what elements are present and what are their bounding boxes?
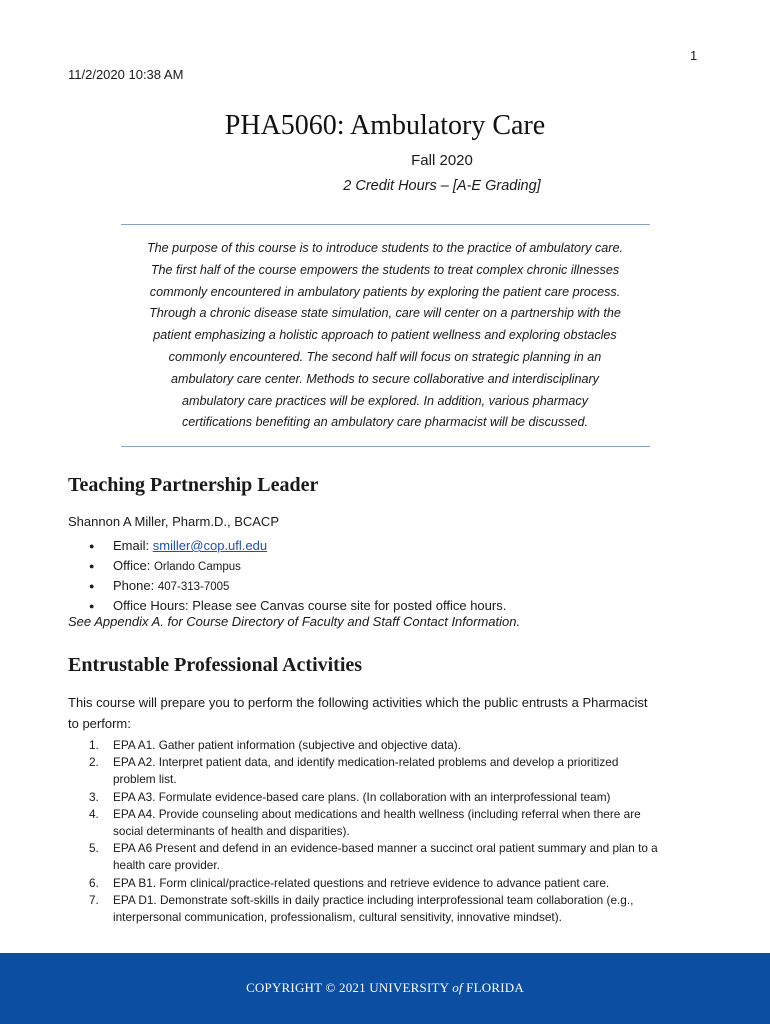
epa-item bbox=[68, 806, 708, 840]
course-title: PHA5060: Ambulatory Care bbox=[224, 110, 546, 141]
contact-phone bbox=[68, 576, 506, 596]
purpose-line: The first half of the course empowers the students to treat complex chronic illnesses bbox=[150, 262, 620, 277]
phone-label: Phone: bbox=[113, 578, 158, 593]
epa-item bbox=[68, 875, 708, 892]
purpose-line: commonly encountered in ambulatory patients by exploring the patient care process. bbox=[149, 284, 621, 299]
epa-intro-line-1: This course will prepare you to perform the following activities which the public entrusts a Pharmacist bbox=[68, 695, 648, 710]
purpose-bottom-rule bbox=[121, 446, 650, 447]
epa-intro bbox=[68, 692, 708, 734]
epa-list bbox=[68, 737, 708, 926]
epa-item-number: 5. bbox=[89, 841, 99, 856]
epa-intro-line-2: to perform: bbox=[68, 716, 131, 731]
epa-item-number: 3. bbox=[89, 789, 99, 804]
epa-item-text: EPA B1. Form clinical/practice-related questions and retrieve evidence to advance patient care. bbox=[113, 875, 610, 890]
epa-item-text: EPA A4. Provide counseling about medications and health wellness (including referral when there are bbox=[113, 806, 641, 821]
leader-contact-list bbox=[68, 536, 506, 616]
epa-item-text: interpersonal communication, professionalism, cultural sensitivity, innovative mindset). bbox=[113, 910, 562, 925]
purpose-line: patient emphasizing a holistic approach to patient wellness and exploring obstacles bbox=[153, 328, 617, 343]
leader-name: Shannon A Miller, Pharm.D., BCACP bbox=[68, 514, 279, 529]
copyright-notice bbox=[0, 980, 770, 996]
appendix-note: See Appendix A. for Course Directory of Faculty and Staff Contact Information. bbox=[68, 614, 521, 629]
epa-item-number: 1. bbox=[89, 738, 99, 752]
course-purpose bbox=[110, 238, 660, 434]
epa-item-text: EPA A2. Interpret patient data, and identify medication-related problems and develop a prioritized bbox=[113, 755, 619, 770]
office-value: Orlando Campus bbox=[153, 561, 241, 573]
epa-item-text: problem list. bbox=[113, 772, 177, 787]
print-timestamp: 11/2/2020 10:38 AM bbox=[68, 67, 184, 82]
epa-item-number: 6. bbox=[89, 875, 99, 890]
epa-item bbox=[68, 737, 708, 754]
epa-item bbox=[68, 892, 708, 926]
leader-heading: Teaching Partnership Leader bbox=[68, 474, 319, 496]
epa-item-text: EPA D1. Demonstrate soft-skills in daily practice including interprofessional team collaboration (e.g., bbox=[113, 892, 634, 907]
office-hours-text: Office Hours: Please see Canvas course site for posted office hours. bbox=[113, 598, 507, 613]
epa-item-number: 7. bbox=[89, 892, 99, 907]
copyright-suffix: FLORIDA bbox=[462, 980, 524, 995]
purpose-line: ambulatory care practices will be explored. In addition, various pharmacy bbox=[182, 393, 588, 408]
email-link[interactable]: smiller@cop.ufl.edu bbox=[152, 538, 268, 553]
epa-item-text: EPA A1. Gather patient information (subjective and objective data). bbox=[113, 738, 461, 752]
epa-item-text: health care provider. bbox=[113, 858, 220, 873]
purpose-line: The purpose of this course is to introduce students to the practice of ambulatory care. bbox=[146, 241, 624, 255]
contact-email bbox=[68, 536, 506, 556]
epa-item bbox=[68, 754, 708, 788]
office-label: Office: bbox=[113, 558, 154, 573]
course-term: Fall 2020 bbox=[411, 152, 473, 169]
contact-office bbox=[68, 556, 506, 576]
phone-value: 407-313-7005 bbox=[157, 581, 230, 593]
purpose-line: ambulatory care center. Methods to secure collaborative and interdisciplinary bbox=[171, 371, 599, 386]
contact-office-hours bbox=[68, 596, 506, 616]
epa-item-text: social determinants of health and disparities). bbox=[113, 824, 350, 839]
purpose-top-rule bbox=[121, 224, 650, 225]
page-number: 1 bbox=[690, 48, 698, 63]
epa-item bbox=[68, 789, 708, 806]
purpose-line: commonly encountered. The second half will focus on strategic planning in an bbox=[168, 349, 602, 364]
epa-item-text: EPA A6 Present and defend in an evidence-based manner a succinct oral patient summary and plan to a bbox=[113, 841, 658, 856]
email-label: Email: bbox=[113, 538, 153, 553]
footer-bar bbox=[0, 953, 770, 1024]
epa-item-text: EPA A3. Formulate evidence-based care plans. (In collaboration with an interprofessional team) bbox=[113, 789, 611, 804]
epa-item-number: 2. bbox=[89, 755, 99, 770]
epa-item-number: 4. bbox=[89, 806, 99, 821]
epa-item bbox=[68, 840, 708, 874]
purpose-line: Through a chronic disease state simulation, care will center on a partnership with the bbox=[149, 306, 621, 321]
epa-heading: Entrustable Professional Activities bbox=[68, 654, 363, 676]
copyright-of: of bbox=[452, 980, 463, 995]
purpose-line: certifications benefiting an ambulatory care pharmacist will be discussed. bbox=[182, 415, 588, 430]
course-credits: 2 Credit Hours – [A-E Grading] bbox=[343, 178, 541, 194]
copyright-prefix: COPYRIGHT © 2021 UNIVERSITY bbox=[246, 980, 453, 995]
